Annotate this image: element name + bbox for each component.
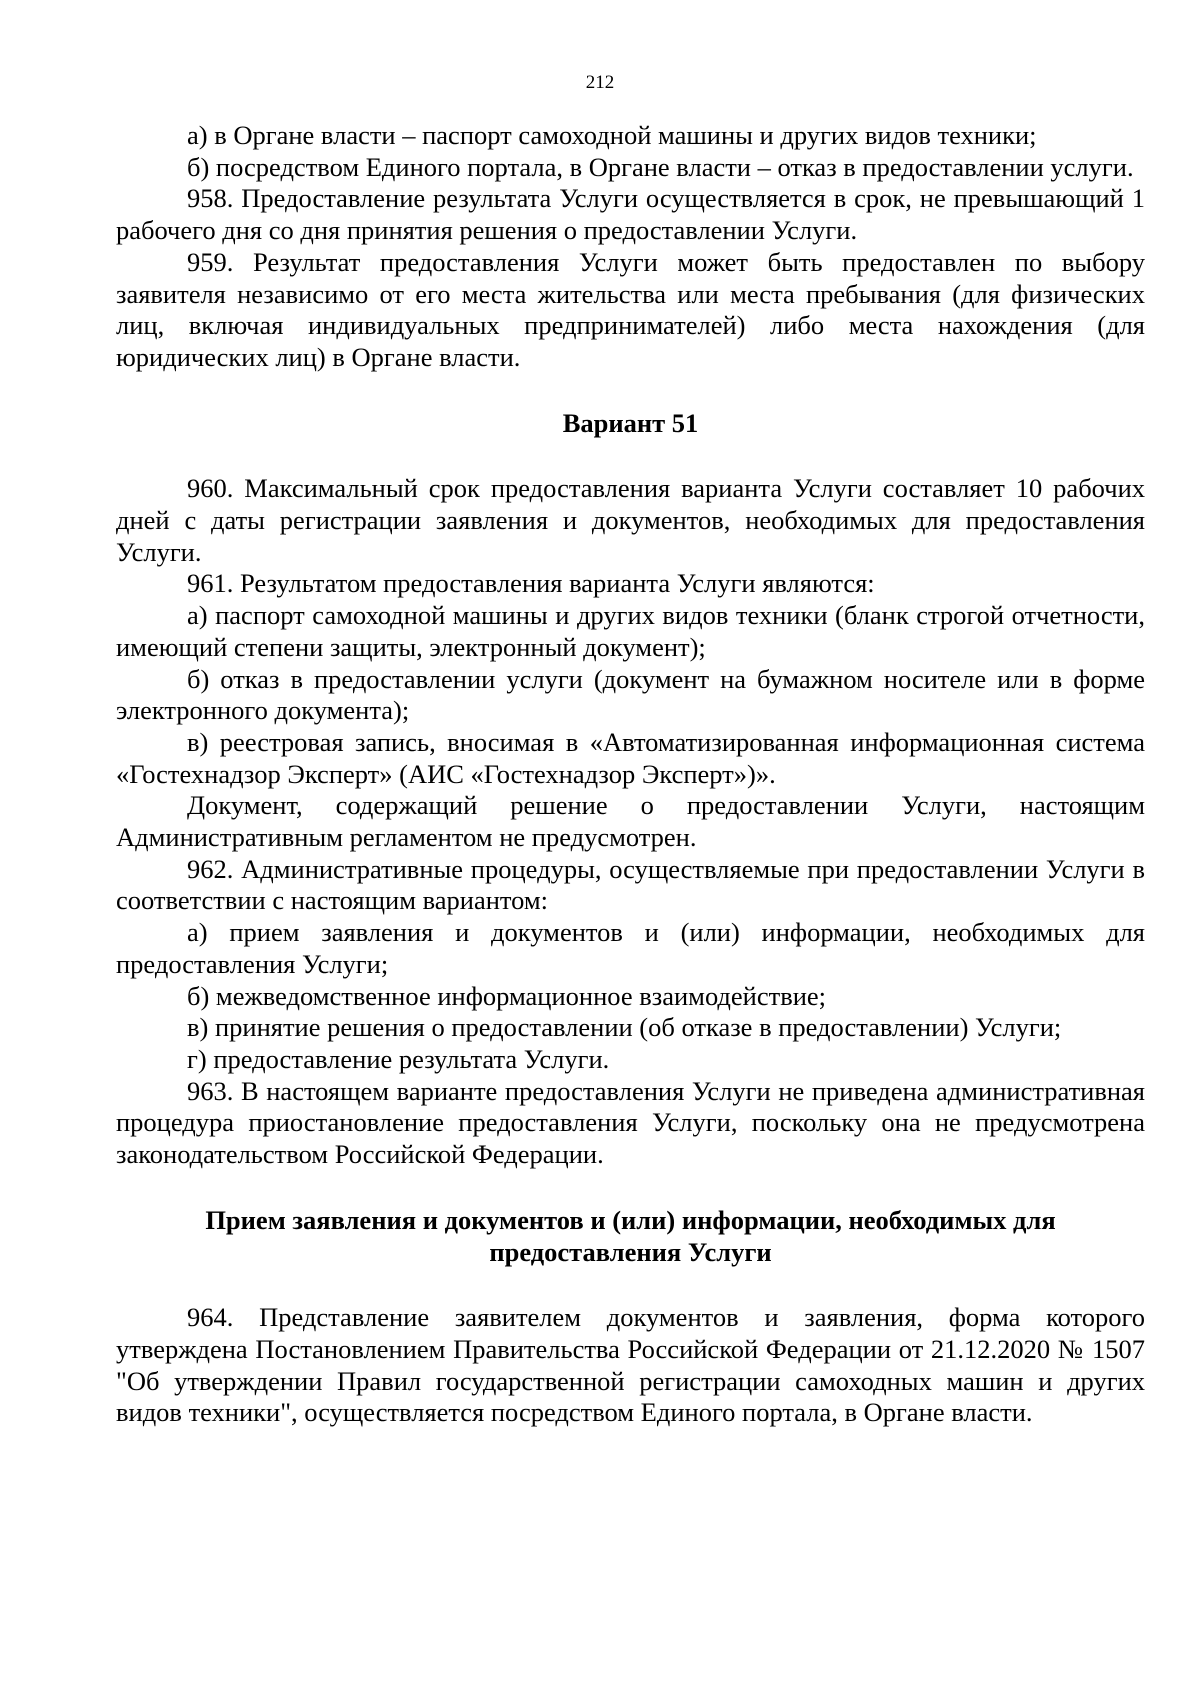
paragraph-962-c: в) принятие решения о предоставлении (об отказе в предоставлении) Услуги;	[187, 1012, 1062, 1043]
paragraph-962-a: а) прием заявления и документов и (или) информации, необходимых для предоставления Услуги;	[116, 917, 1145, 979]
paragraph-962-d: г) предоставление результата Услуги.	[187, 1043, 610, 1074]
paragraph-961-c: в) реестровая запись, вносимая в «Автоматизированная информационная система «Гостехнадзор Эксперт» (АИС «Гостехнадзор Эксперт»)».	[116, 726, 1145, 789]
document-body	[116, 120, 1145, 1429]
heading-variant-51: Вариант 51	[562, 407, 699, 438]
paragraph-961-a: а) паспорт самоходной машины и других видов техники (бланк строгой отчетности, имеющий степени защиты, электронный документ);	[116, 600, 1145, 662]
paragraph-964: 964. Представление заявителем документов и заявления, форма которого утверждена Постановлением Правительства Российской Федерации от 21.12.2020 № 1507 "Об утверждении Правил государственной регистрации самоходных машин и других видов техники", осуществляется посредством Единого портала, в Органе власти.	[116, 1302, 1145, 1428]
paragraph-958: 958. Предоставление результата Услуги осуществляется в срок, не превышающий 1 рабочего дня со дня принятия решения о предоставлении Услуги.	[116, 183, 1145, 246]
paragraph-962-b: б) межведомственное информационное взаимодействие;	[187, 980, 827, 1011]
heading-section-reception: Прием заявления и документов и (или) информации, необходимых для предоставления Услуги	[205, 1204, 1056, 1267]
paragraph-item-a-passport: а) в Органе власти – паспорт самоходной машины и других видов техники;	[187, 120, 1037, 150]
paragraph-961: 961. Результатом предоставления варианта Услуги являются:	[187, 568, 875, 599]
page-number: 212	[585, 72, 615, 93]
paragraph-document-note: Документ, содержащий решение о предоставлении Услуги, настоящим Административным регламентом не предусмотрен.	[116, 790, 1145, 853]
paragraph-962: 962. Административные процедуры, осуществляемые при предоставлении Услуги в соответствии с настоящим вариантом:	[116, 853, 1145, 916]
paragraph-960: 960. Максимальный срок предоставления варианта Услуги составляет 10 рабочих дней с даты регистрации заявления и документов, необходимых для предоставления Услуги.	[116, 473, 1145, 567]
paragraph-961-b: б) отказ в предоставлении услуги (документ на бумажном носителе или в форме электронного документа);	[116, 663, 1145, 726]
paragraph-959: 959. Результат предоставления Услуги может быть предоставлен по выбору заявителя независимо от его места жительства или места пребывания (для физических лиц, включая индивидуальных предпринимателей) либо места нахождения (для юридических лиц) в Органе власти.	[116, 246, 1145, 372]
paragraph-item-b-refusal: б) посредством Единого портала, в Органе власти – отказ в предоставлении услуги.	[187, 151, 1134, 182]
paragraph-963: 963. В настоящем варианте предоставления Услуги не приведена административная процедура приостановление предоставления Услуги, поскольку она не предусмотрена законодательством Российской Федерации.	[116, 1075, 1145, 1170]
